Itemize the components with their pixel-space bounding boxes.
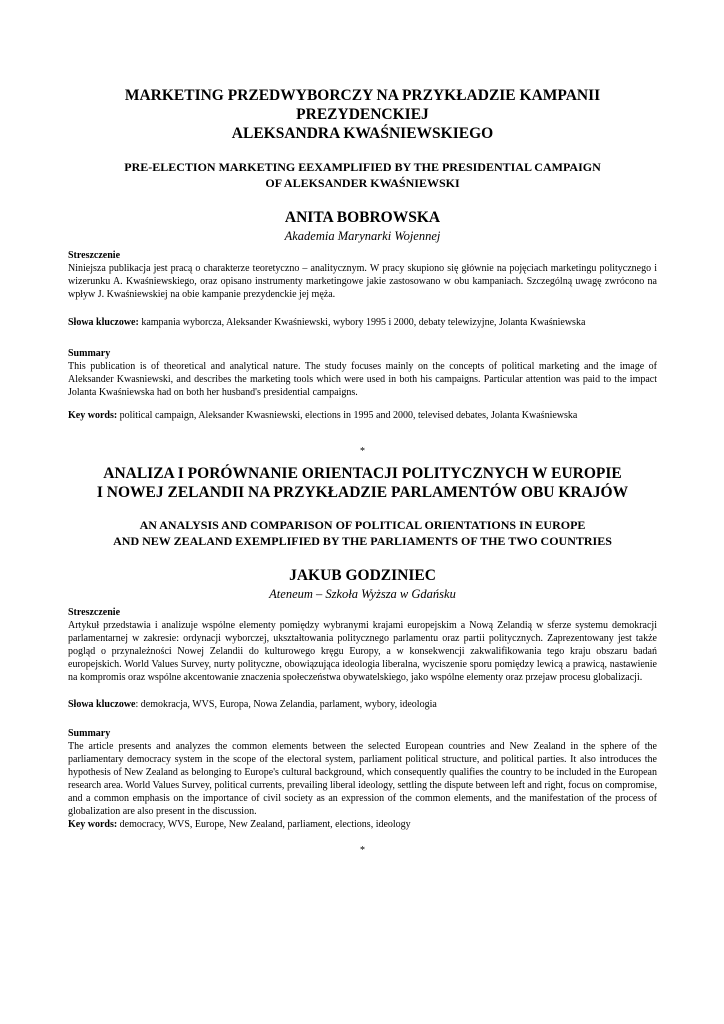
key-words — [68, 818, 657, 831]
summary-text: This publication is of theoretical and analytical nature. The study focuses mainly on the concepts of political marketing and the image of Aleksander Kwasniewski, and describes the marketing tools which were used in both his campaigns. Particular attention was paid to the impact Jolanta Kwaśniewska had on both her husband's presidential campaigns. — [68, 361, 657, 398]
title-line: AND NEW ZEALAND EXEMPLIFIED BY THE PARLIAMENTS OF THE TWO COUNTRIES — [113, 533, 612, 548]
streszczenie-heading: Streszczenie — [68, 607, 121, 618]
key-words — [68, 409, 657, 422]
title-line: MARKETING PRZEDWYBORCZY NA PRZYKŁADZIE KAMPANII PREZYDENCKIEJ — [124, 87, 601, 123]
slowa-kluczowe-value: : demokracja, WVS, Europa, Nowa Zelandia, parlament, wybory, ideologia — [135, 699, 437, 710]
separator-star: * — [360, 446, 365, 457]
title-line: AN ANALYSIS AND COMPARISON OF POLITICAL ORIENTATIONS IN EUROPE — [139, 518, 586, 532]
article-1-affiliation: Akademia Marynarki Wojennej — [284, 229, 441, 243]
article-1-title-en — [68, 160, 657, 191]
slowa-kluczowe — [68, 316, 657, 329]
separator-star: * — [360, 845, 365, 856]
key-words-label: Key words: — [68, 410, 118, 421]
article-2-author: JAKUB GODZINIEC — [289, 567, 436, 584]
summary-heading: Summary — [68, 348, 111, 359]
slowa-kluczowe-label: Słowa kluczowe: — [68, 317, 139, 328]
title-line: ALEKSANDRA KWAŚNIEWSKIEGO — [231, 125, 494, 142]
page-content — [68, 86, 657, 857]
article-2-title-pl — [68, 464, 657, 502]
slowa-kluczowe — [68, 698, 657, 711]
article-1 — [68, 86, 657, 422]
article-1-title-pl — [68, 86, 657, 143]
slowa-kluczowe-value: kampania wyborcza, Aleksander Kwaśniewski, wybory 1995 i 2000, debaty telewizyjne, Jolanta Kwaśniewska — [138, 317, 586, 328]
key-words-value: political campaign, Aleksander Kwasniewski, elections in 1995 and 2000, televised debates, Jolanta Kwaśniewska — [117, 410, 578, 421]
streszczenie-text: Niniejsza publikacja jest pracą o charakterze teoretyczno – analitycznym. W pracy skupiono się głównie na pojęciach marketingu politycznego i wizerunku A. Kwaśniewskiego, oraz opisano instrumenty marketingowe jakie zastosowano w obu kampaniach. Szczególną uwagę zwrócono na wpływ J. Kwaśniewskiej na obie kampanie prezydenckie jej męża. — [68, 263, 657, 300]
slowa-kluczowe-label: Słowa kluczowe — [68, 699, 136, 710]
article-2 — [68, 464, 657, 831]
title-line: OF ALEKSANDER KWAŚNIEWSKI — [265, 175, 460, 190]
summary-text: The article presents and analyzes the common elements between the selected European countries and New Zealand in the sphere of the parliamentary democracy system in the scope of the electoral system, parliament political structure, and political parties. It also introduces the hypothesis of New Zealand as belonging to Europe's cultural background, which consequently qualifies the country to be included in the European research area. World Values Survey, political currents, prevailing liberal ideology, settling the dispute between left and right, focus on compromise, and a common emphasis on the importance of civil society as an expression of the common elements, and the manifestation of the process of globalization are also present in the discussion. — [68, 741, 657, 817]
article-2-affiliation: Ateneum – Szkoła Wyższa w Gdańsku — [269, 587, 456, 601]
article-2-title-en — [68, 518, 657, 549]
title-line: I NOWEJ ZELANDII NA PRZYKŁADZIE PARLAMENTÓW OBU KRAJÓW — [96, 484, 629, 501]
streszczenie-text: Artykuł przedstawia i analizuje wspólne elementy pomiędzy wybranymi krajami europejskim a Nową Zelandią w sferze systemu demokracji parlamentarnej w zakresie: ordynacji wyborczej, ukształtowania politycznego parlamentu oraz partii politycznych. Zaprezentowany jest także pogląd o przynależności Nowej Zelandii do kulturowego kręgu Europy, a w konsekwencji zakwalifikowania tego kraju obszaru badań europejskich. World Values Survey, nurty polityczne, obowiązująca ideologia liberalna, wyciszenie sporu pomiędzy lewicą a prawicą, nastawienie na kompromis oraz wspólne akcentowanie znaczenia społeczeństwa obywatelskiego, jako wspólne elementy oraz przejaw procesu globalizacji. — [68, 620, 657, 683]
summary-heading: Summary — [68, 728, 111, 739]
article-1-author: ANITA BOBROWSKA — [284, 209, 441, 226]
title-line: PRE-ELECTION MARKETING EEXAMPLIFIED BY THE PRESIDENTIAL CAMPAIGN — [124, 160, 601, 174]
key-words-value: democracy, WVS, Europe, New Zealand, parliament, elections, ideology — [117, 819, 411, 830]
key-words-label: Key words: — [68, 819, 118, 830]
streszczenie-heading: Streszczenie — [68, 250, 121, 261]
title-line: ANALIZA I PORÓWNANIE ORIENTACJI POLITYCZNYCH W EUROPIE — [103, 465, 622, 482]
